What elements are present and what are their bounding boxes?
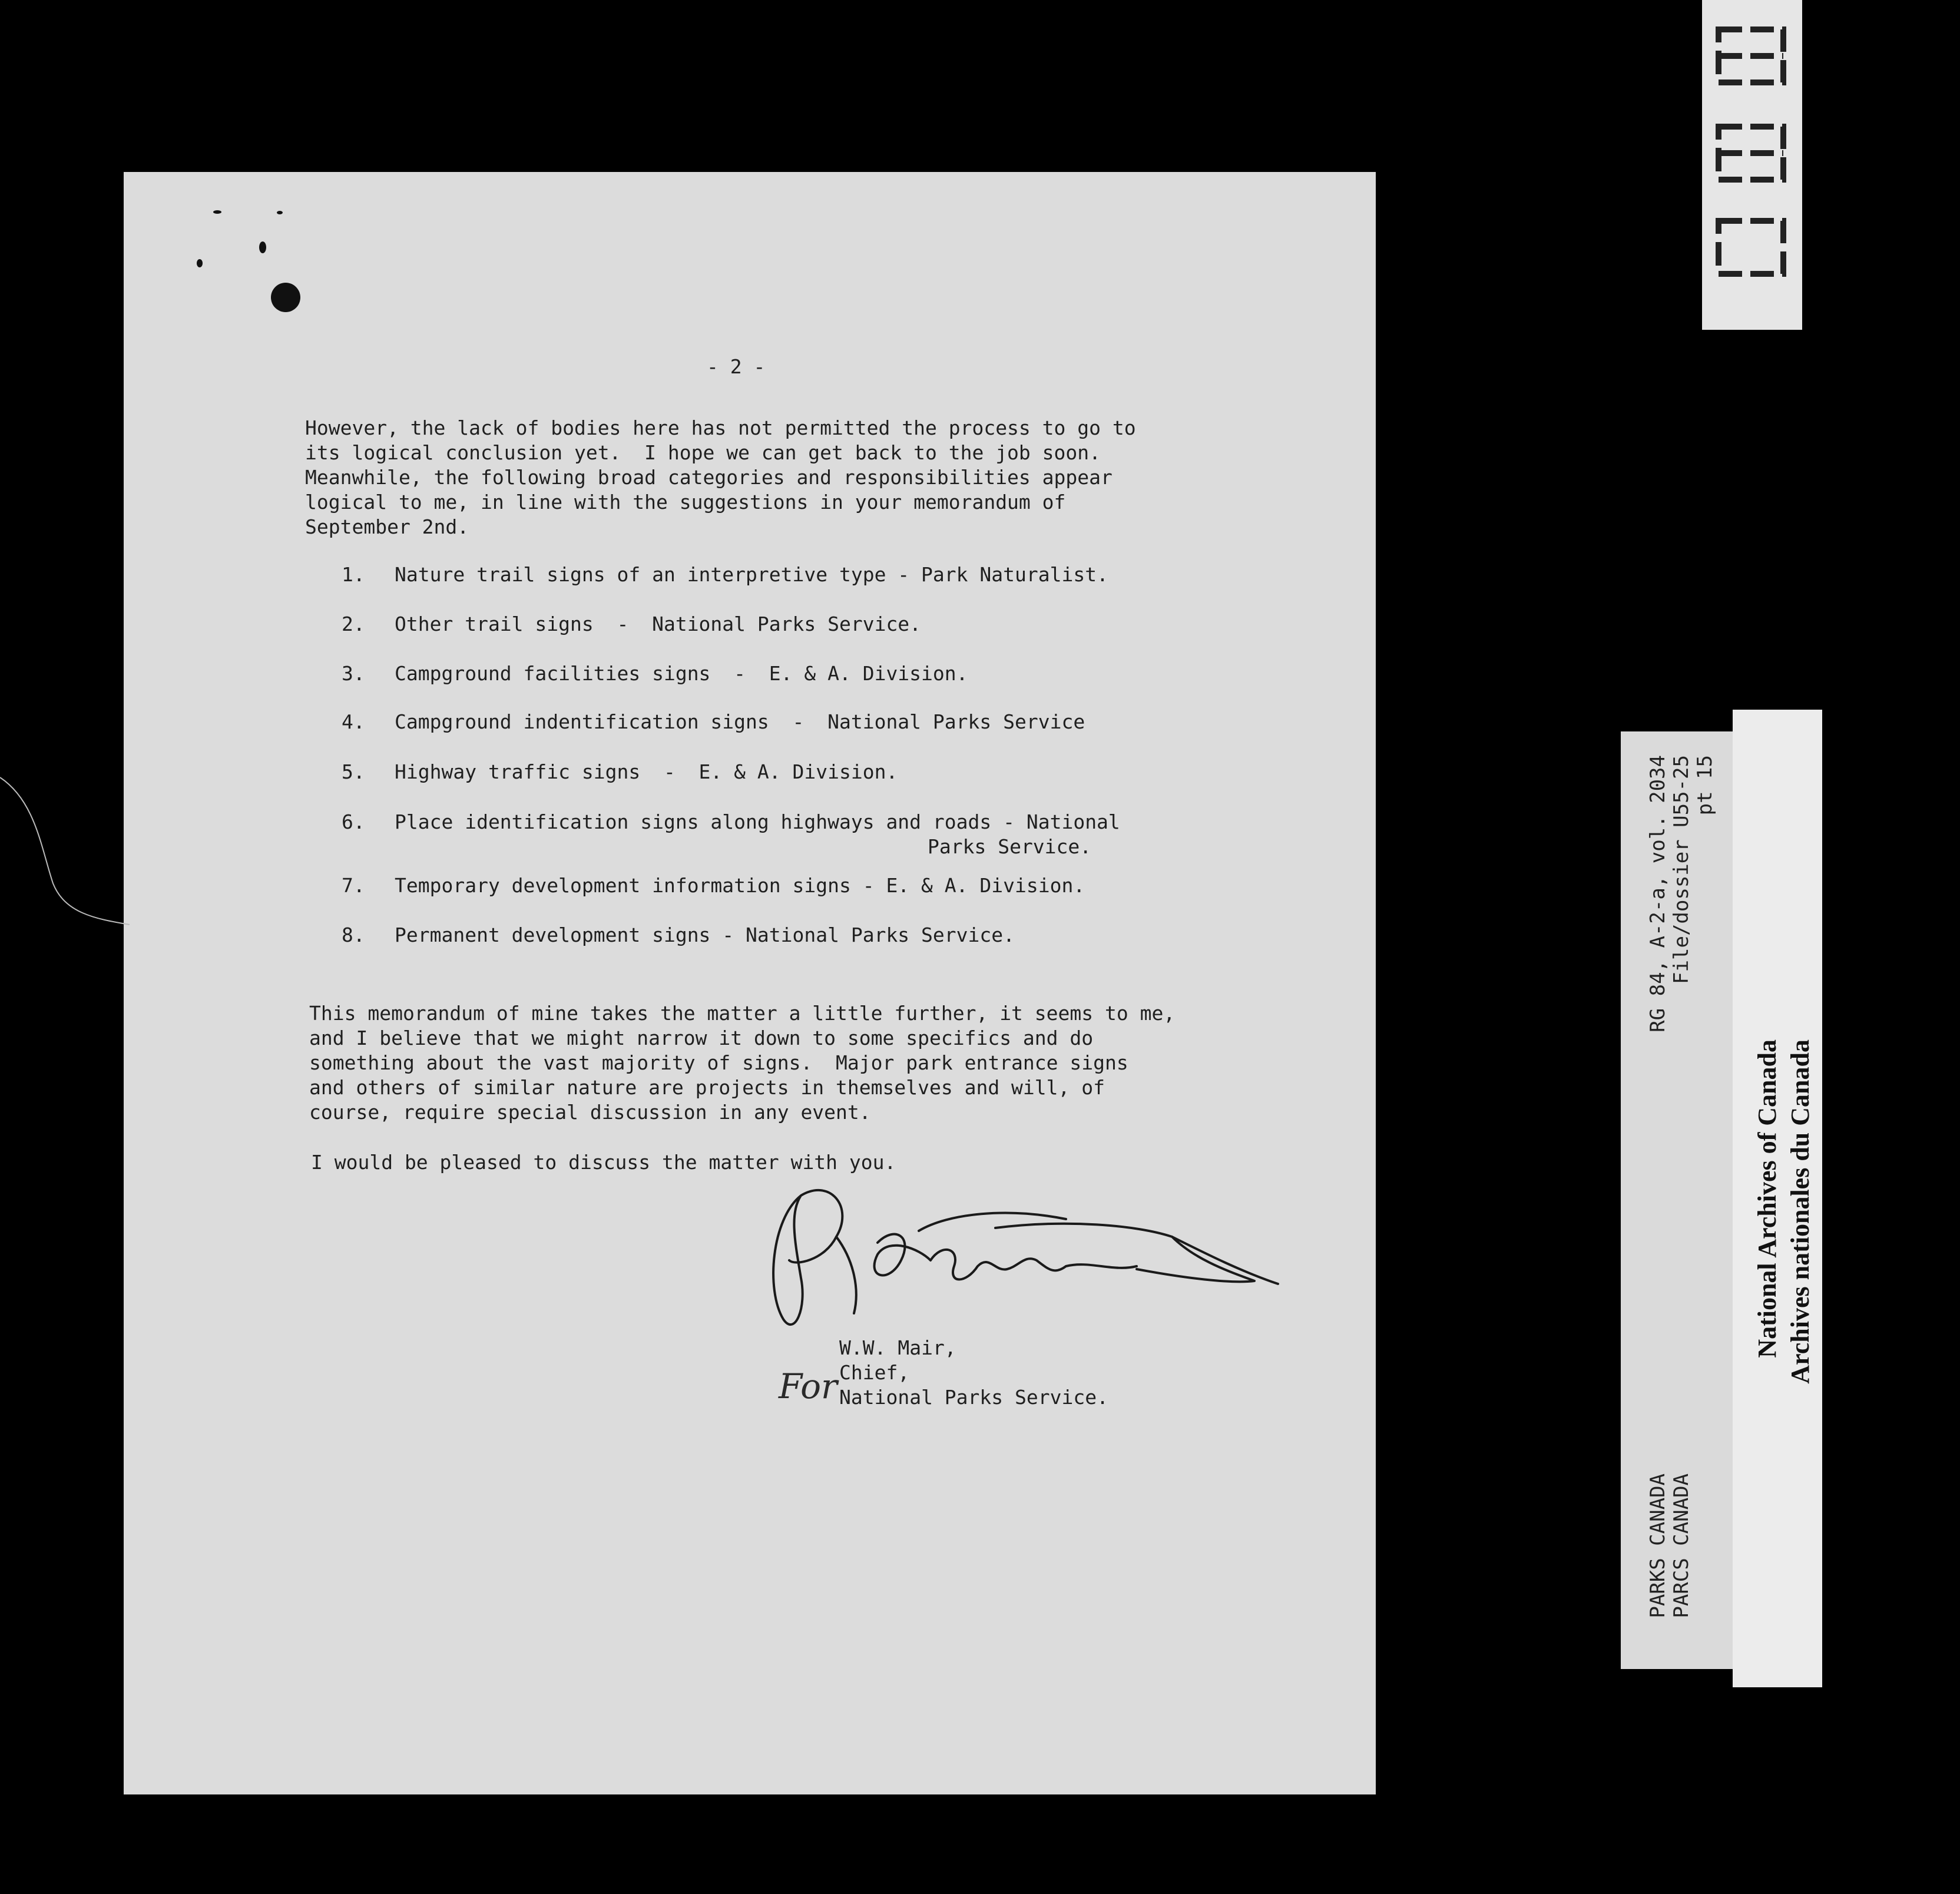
archives-name-en: National Archives of Canada bbox=[1753, 1039, 1782, 1358]
list-item-text: Highway traffic signs - E. & A. Division. bbox=[395, 760, 898, 783]
list-item-text: Other trail signs - National Parks Service. bbox=[395, 612, 922, 635]
list-item bbox=[342, 760, 898, 784]
list-item-text: Nature trail signs of an interpretive type - Park Naturalist. bbox=[395, 563, 1108, 586]
list-item-text: Campground indentification signs - National Parks Service bbox=[395, 710, 1085, 733]
list-item-number: 4. bbox=[342, 710, 365, 733]
list-item bbox=[342, 710, 1085, 734]
reference-line: RG 84, A-2-a, vol. 2034 bbox=[1646, 755, 1670, 1032]
list-item-text: Place identification signs along highways and roads - National bbox=[395, 810, 1120, 833]
list-item-number: 5. bbox=[342, 760, 365, 783]
archives-name-fr: Archives nationales du Canada bbox=[1786, 1039, 1815, 1384]
ink-speck bbox=[271, 283, 300, 312]
agency-line: PARKS CANADA bbox=[1646, 1474, 1670, 1618]
list-item-text: Permanent development signs - National Parks Service. bbox=[395, 923, 1015, 946]
reference-line: pt 15 bbox=[1693, 755, 1717, 816]
list-item-text: Campground facilities signs - E. & A. Division. bbox=[395, 662, 968, 685]
list-item-text: Temporary development information signs - E. & A. Division. bbox=[395, 874, 1085, 897]
national-archives-label bbox=[1733, 710, 1822, 1687]
second-paragraph: This memorandum of mine takes the matter a little further, it seems to me, and I believe that we might narrow it down to some specifics and do something about the vast majority of signs. Major park entrance signs and others of similar nature are projects in themselves and will, of course, require special discussion in any event. bbox=[309, 1002, 1176, 1124]
list-item bbox=[342, 612, 921, 637]
frame-marker-tab bbox=[1702, 0, 1802, 330]
agency-line: PARCS CANADA bbox=[1670, 1474, 1693, 1618]
signature-block: W.W. Mair, Chief, National Parks Service. bbox=[839, 1336, 1108, 1409]
list-item bbox=[342, 661, 968, 686]
ink-speck bbox=[197, 259, 203, 267]
frame-marker-glyph bbox=[1713, 121, 1789, 186]
closing-line: I would be pleased to discuss the matter with you. bbox=[311, 1151, 896, 1174]
reference-line: File/dossier U55-25 bbox=[1670, 755, 1693, 984]
intro-paragraph: However, the lack of bodies here has not permitted the process to go to its logical conclusion yet. I hope we can get back to the job soon. Meanwhile, the following broad categories and responsibilities appear logical to me, in line with the suggestions in your memorandum of September 2nd. bbox=[305, 416, 1136, 538]
list-item-continuation: Parks Service. bbox=[928, 835, 1092, 858]
list-item bbox=[342, 810, 1120, 859]
ink-speck bbox=[277, 211, 283, 214]
list-item-number: 2. bbox=[342, 612, 365, 635]
ink-speck bbox=[259, 241, 266, 253]
frame-marker-glyph bbox=[1713, 215, 1789, 280]
page-number: - 2 - bbox=[707, 355, 766, 378]
list-item bbox=[342, 562, 1108, 587]
stray-fiber bbox=[0, 766, 130, 942]
list-item bbox=[342, 923, 1015, 948]
list-item-number: 6. bbox=[342, 810, 365, 833]
handwritten-for: For bbox=[779, 1366, 837, 1406]
frame-marker-glyph bbox=[1713, 24, 1789, 88]
ink-speck bbox=[213, 210, 221, 214]
archive-reference-label bbox=[1621, 731, 1733, 1669]
list-item-number: 8. bbox=[342, 923, 365, 946]
list-item-number: 3. bbox=[342, 662, 365, 685]
list-item-number: 1. bbox=[342, 563, 365, 586]
list-item-number: 7. bbox=[342, 874, 365, 897]
list-item bbox=[342, 873, 1085, 898]
